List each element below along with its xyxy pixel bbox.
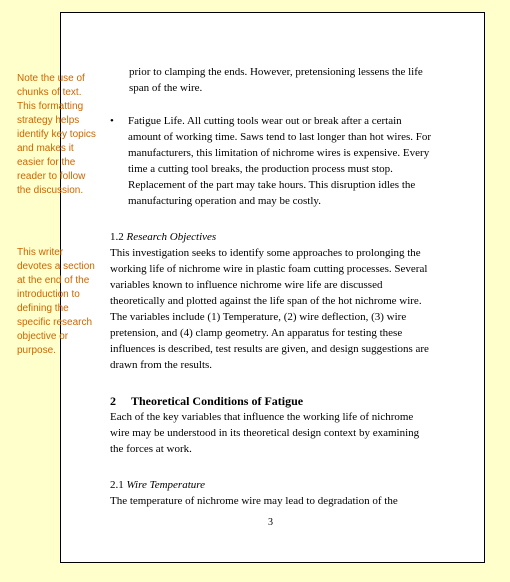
section-2-body: Each of the key variables that influence the working life of nichrome wire may be understood in its theoretical design context by examining the forces at work. bbox=[110, 411, 420, 455]
section-title: Theoretical Conditions of Fatigue bbox=[131, 394, 304, 408]
bullet-text: Fatigue Life. All cutting tools wear out or break after a certain amount of working time. Saws tend to last longer than hot wires. For manufacturers, this limitation of nichrome wires is expensive. Every time a cutting tool breaks, the production process must stop. Replacement of the part may take hours. This disruption idles the manufacturing operation and may be costly. bbox=[128, 115, 432, 207]
section-1-2-heading bbox=[110, 229, 432, 245]
margin-annotation-objectives: This writer devotes a section at the end of the introduction to defining the specific research objective or purpose. bbox=[17, 247, 95, 356]
section-number: 2.1 bbox=[110, 479, 124, 491]
section-title: Wire Temperature bbox=[126, 479, 206, 491]
section-2-1-heading bbox=[110, 477, 432, 493]
section-2-1-body: The temperature of nichrome wire may lead to degradation of the bbox=[110, 495, 398, 507]
section-title: Research Objectives bbox=[126, 231, 217, 243]
continuation-paragraph: prior to clamping the ends. However, pretensioning lessens the life span of the wire. bbox=[129, 66, 423, 94]
section-number: 1.2 bbox=[110, 231, 124, 243]
section-1-2-body: This investigation seeks to identify some approaches to prolonging the working life of nichrome wire in plastic foam cutting processes. Several variables known to influence nichrome wire life are discussed theoretically and plotted against the life span of the hot nichrome wire. The variables include (1) Temperature, (2) wire deflection, (3) wire pretension, and (4) clamp geometry. An apparatus for testing these influences is described, test results are given, and design suggestions are drawn from the results. bbox=[110, 247, 429, 371]
section-2-heading bbox=[110, 393, 432, 409]
bullet-marker: • bbox=[110, 115, 114, 127]
page-number: 3 bbox=[268, 517, 273, 528]
margin-annotation-chunks: Note the use of chunks of text. This formatting strategy helps identify key topics and makes it easier for the reader to follow the discussion. bbox=[17, 73, 96, 196]
section-number: 2 bbox=[110, 394, 116, 408]
